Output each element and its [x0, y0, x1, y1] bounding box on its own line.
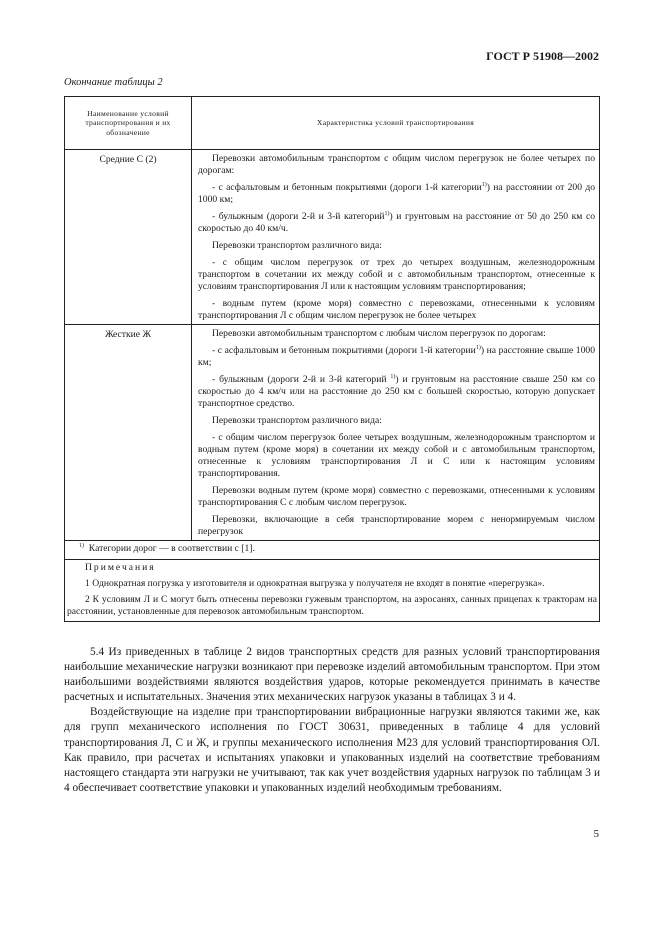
- table-row: [65, 150, 600, 325]
- body-paragraph: 5.4 Из приведенных в таблице 2 видов транспортных средств для разных условий транспортирования наибольшие механические нагрузки возникают при перевозке изделий автомобильным транспортом. При этом наибольшими воздействиями являются воздействия ударов, которые рекомендуется принимать в качестве расчетных и испытательных. Значения этих механических нагрузок указаны в таблицах 3 и 4.: [64, 646, 600, 704]
- footnote-row: [65, 541, 600, 560]
- table-row: [65, 325, 600, 541]
- description-paragraph: Перевозки автомобильным транспортом с любым числом перегрузок по дорогам:: [212, 328, 546, 339]
- table-caption: Окончание таблицы 2: [64, 77, 163, 88]
- description-paragraph: - с общим числом перегрузок более четырех воздушным, железнодорожным транспортом и водным путем (кроме моря) в сочетании их между собой и с автомобильным транспортом, отнесенные к условиям транспортирования Л и С или к настоящим условиям транспортирования.: [198, 432, 595, 479]
- description-paragraph: - с асфальтовым и бетонным покрытиями (дороги 1-й категории$^{1)}$) на расстояние свыше 1000 км;: [198, 344, 595, 368]
- footnote-ref: 1): [475, 344, 481, 351]
- description-paragraph: Перевозки водным путем (кроме моря) совместно с перевозками, отнесенными к условиям транспортирования С с любым числом перегрузок.: [198, 485, 595, 508]
- condition-name: Жесткие Ж: [65, 325, 192, 541]
- footnote-ref: 1): [481, 181, 487, 188]
- description-paragraph: Перевозки транспортом различного вида:: [212, 415, 382, 426]
- header-characteristics: Характеристика условий транспортирования: [192, 97, 600, 150]
- header-condition-name: Наименование условий транспортирования и их обозначение: [65, 97, 192, 150]
- table-footnote: $^{1)}$ Категории дорог — в соответствии с [1].: [65, 541, 600, 560]
- footnote-ref: 1): [390, 373, 396, 380]
- condition-description: [192, 325, 600, 541]
- table-notes: [65, 560, 600, 622]
- description-paragraph: - булыжным (дороги 2-й и 3-й категорий$^{1)}$) и грунтовым на расстояние от 50 до 250 км со скоростью до 40 км/ч.: [198, 210, 595, 234]
- page-number: 5: [593, 828, 599, 840]
- condition-name: Средние С (2): [65, 150, 192, 325]
- transport-conditions-table: [64, 96, 600, 622]
- body-paragraph: Воздействующие на изделие при транспортировании вибрационные нагрузки являются такими же, как для групп механического исполнения по ГОСТ 30631, приведенных в таблице 4 для условий транспортирования Л, С и Ж, и группы механического исполнения М23 для условий транспортирования ОЛ. Как правило, при расчетах и испытаниях упаковки и упакованных изделий на соответствие требованиям настоящего стандарта эти нагрузки не учитывают, так как учет воздействия ударных нагрузок по таблицам 3 и 4 обеспечивает соответствие упаковки и упакованных изделий необходимым требованиям.: [64, 706, 600, 794]
- description-paragraph: Перевозки транспортом различного вида:: [212, 240, 382, 251]
- description-paragraph: Перевозки автомобильным транспортом с общим числом перегрузок не более четырех по дорогам:: [198, 153, 595, 176]
- table-header-row: [65, 97, 600, 150]
- description-paragraph: - булыжным (дороги 2-й и 3-й категорий $^{1)}$) и грунтовым на расстояние свыше 250 км со скоростью до 4 км/ч или на расстояние до 250 км с большей скоростью, которую допускает транспортное средство.: [198, 373, 596, 409]
- note-item: 1 Однократная погрузка у изготовителя и однократная выгрузка у получателя не входят в понятие «перегрузка».: [85, 578, 545, 589]
- description-paragraph: Перевозки, включающие в себя транспортирование морем с ненормируемым числом перегрузок: [198, 514, 595, 537]
- description-paragraph: - с общим числом перегрузок от трех до четырех воздушным, железнодорожным транспортом в сочетании их между собой и с автомобильным транспортом, отнесенные к условиям транспортирования Л или к настоящим условиям транспортирования;: [198, 257, 595, 292]
- notes-row: [65, 560, 600, 622]
- note-item: 2 К условиям Л и С могут быть отнесены перевозки гужевым транспортом, на аэросанях, санных прицепах к тракторам на расстоянии, установленные для перевозок автомобильным транспортом.: [67, 594, 597, 617]
- body-text: [64, 645, 600, 796]
- footnote-mark: 1): [79, 542, 84, 549]
- document-code: ГОСТ Р 51908—2002: [486, 49, 599, 63]
- notes-title: Примечания: [85, 562, 156, 573]
- condition-description: [192, 150, 600, 325]
- footnote-ref: 1): [384, 210, 390, 217]
- description-paragraph: - водным путем (кроме моря) совместно с перевозками, отнесенными к условиям транспортирования Л с общим числом перегрузок не более четырех: [198, 298, 595, 321]
- description-paragraph: - с асфальтовым и бетонным покрытиями (дороги 1-й категории$^{1)}$) на расстоянии от 200 до 1000 км;: [198, 181, 596, 205]
